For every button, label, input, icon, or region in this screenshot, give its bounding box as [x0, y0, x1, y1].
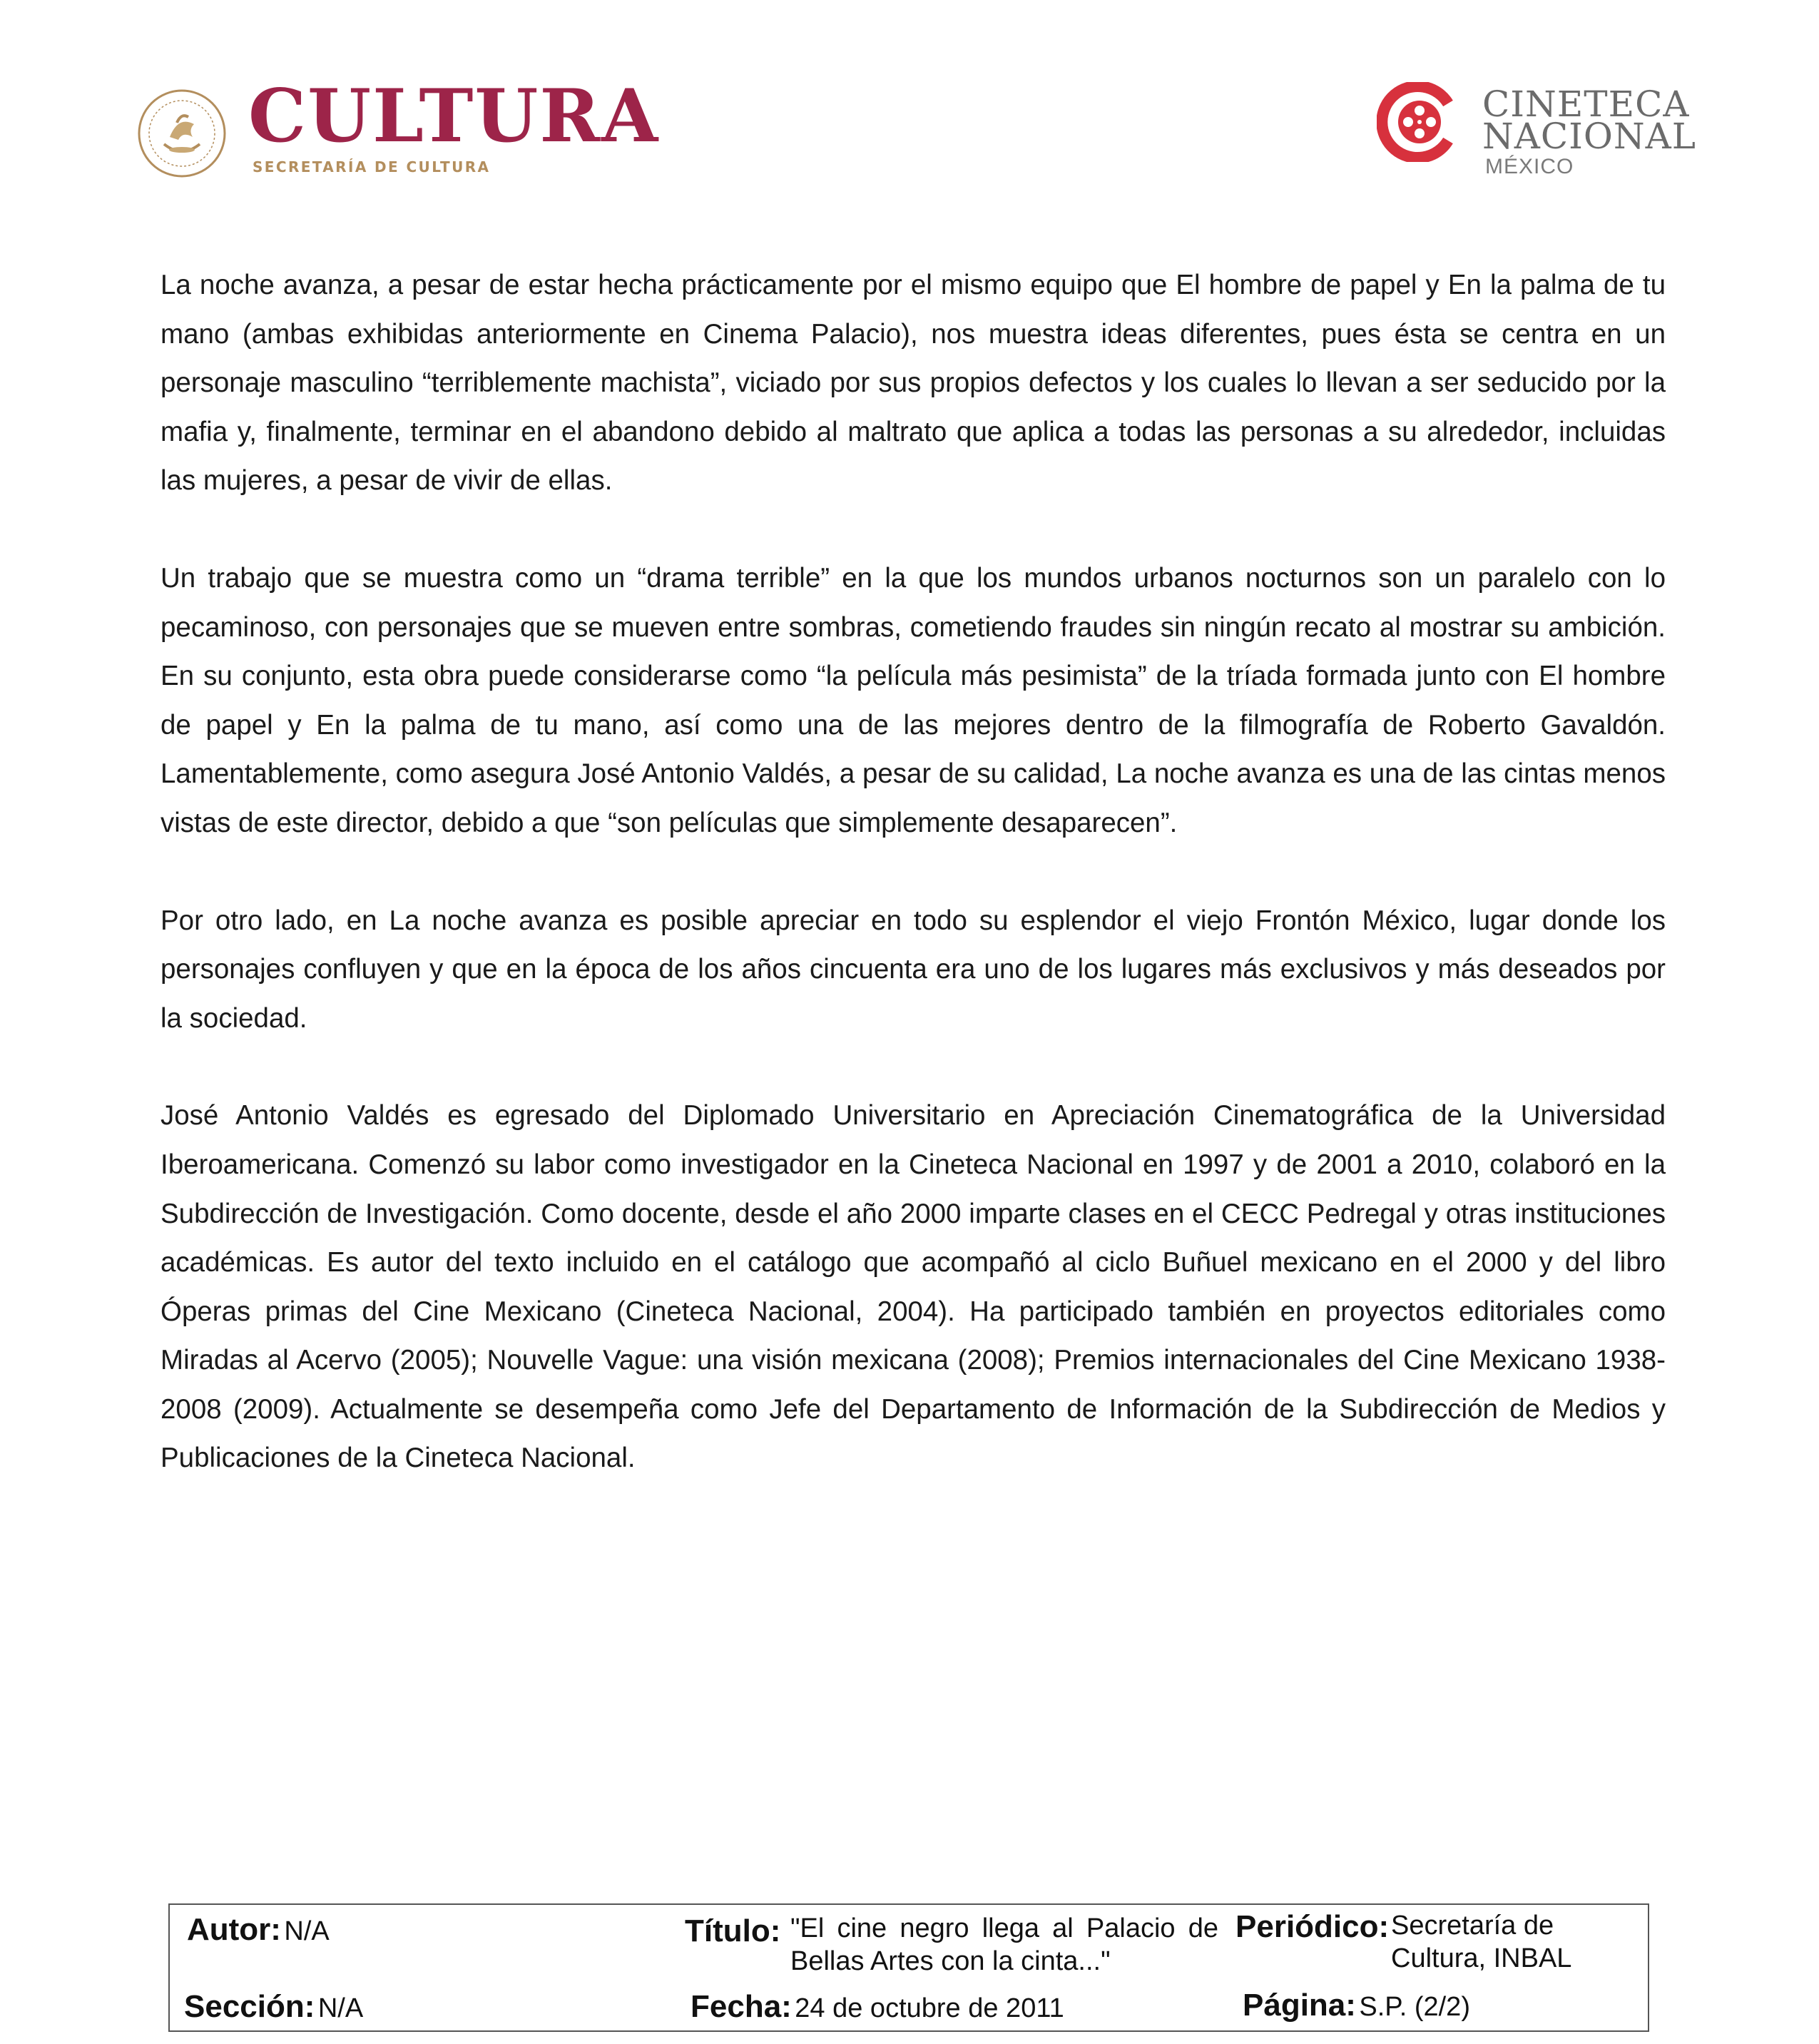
- cineteca-wordmark: CINETECA: [1482, 83, 1690, 125]
- seccion-field: [184, 1989, 363, 2025]
- fecha-field: [691, 1989, 1064, 2025]
- nacional-wordmark: NACIONAL: [1482, 116, 1696, 157]
- metadata-box: [168, 1903, 1649, 2032]
- film-reel-icon: [1377, 82, 1457, 162]
- autor-value: N/A: [284, 1916, 330, 1946]
- cultura-wordmark: CULTURA: [248, 73, 660, 159]
- paragraph: Por otro lado, en La noche avanza es posible apreciar en todo su esplendor el viejo Frontón México, lugar donde los personajes confluyen y que en la época de los años cincuenta era uno de los lugares más exclusivos y más deseados por la sociedad.: [160, 905, 1666, 1034]
- fecha-label: Fecha:: [691, 1989, 792, 2024]
- cultura-logo: [136, 73, 660, 184]
- paragraph: Un trabajo que se muestra como un “drama terrible” en la que los mundos urbanos nocturnos son un paralelo con lo pecaminoso, con personajes que se mueven entre sombras, cometiendo fraudes sin ningún recato al mostrar su ambición. En su conjunto, esta obra puede considerarse como “la película más pesimista” de la tríada formada junto con El hombre de papel y En la palma de tu mano, así como una de las mejores dentro de la filmografía de Roberto Gavaldón. Lamentablemente, como asegura José Antonio Valdés, a pesar de su calidad, La noche avanza es una de las cintas menos vistas de este director, debido a que “son películas que simplemente desaparecen”.: [160, 562, 1666, 838]
- autor-label: Autor:: [187, 1912, 281, 1947]
- mexican-seal-icon: [136, 87, 228, 180]
- seccion-label: Sección:: [184, 1989, 315, 2024]
- periodico-field: [1235, 1909, 1389, 1945]
- periodico-label: Periódico:: [1235, 1909, 1390, 1944]
- titulo-label: Título:: [685, 1913, 781, 1948]
- page-header: [0, 0, 1819, 235]
- autor-field: [187, 1912, 330, 1948]
- cineteca-logo: [1377, 82, 1698, 182]
- mexico-wordmark: MÉXICO: [1485, 155, 1574, 178]
- seccion-value: N/A: [317, 1993, 364, 2023]
- titulo-value: "El cine negro llega al Palacio de Bellas Artes con la cinta...": [790, 1913, 1218, 1976]
- pagina-label: Página:: [1243, 1988, 1356, 2023]
- fecha-value: 24 de octubre de 2011: [795, 1993, 1064, 2023]
- paragraph: José Antonio Valdés es egresado del Diplomado Universitario en Apreciación Cinematográfica de la Universidad Iberoamericana. Comenzó su labor como investigador en la Cineteca Nacional en 1997 y de 2001 a 2010, colaboró en la Subdirección de Investigación. Como docente, desde el año 2000 imparte clases en el CECC Pedregal y otras instituciones académicas. Es autor del texto incluido en el catálogo que acompañó al ciclo Buñuel mexicano en el 2000 y del libro Óperas primas del Cine Mexicano (Cineteca Nacional, 2004). Ha participado también en proyectos editoriales como Miradas al Acervo (2005); Nouvelle Vague: una visión mexicana (2008); Premios internacionales del Cine Mexicano 1938-2008 (2009). Actualmente se desempeña como Jefe del Departamento de Información de la Subdirección de Medios y Publicaciones de la Cineteca Nacional.: [160, 1100, 1666, 1474]
- titulo-field: [685, 1913, 780, 1949]
- cultura-subtitle: SECRETARÍA DE CULTURA: [253, 158, 491, 176]
- periodico-value: Secretaría de Cultura, INBAL: [1391, 1911, 1572, 1973]
- pagina-value: S.P. (2/2): [1359, 1992, 1470, 2022]
- article-body: [160, 261, 1666, 1532]
- paragraph: La noche avanza, a pesar de estar hecha prácticamente por el mismo equipo que El hombre de papel y En la palma de tu mano (ambas exhibidas anteriormente en Cinema Palacio), nos muestra ideas diferentes, pues ésta se centra en un personaje masculino “terriblemente machista”, viciado por sus propios defectos y los cuales lo llevan a ser seducido por la mafia y, finalmente, terminar en el abandono debido al maltrato que aplica a todas las personas a su alrededor, incluidas las mujeres, a pesar de vivir de ellas.: [160, 270, 1666, 497]
- pagina-field: [1243, 1988, 1470, 2023]
